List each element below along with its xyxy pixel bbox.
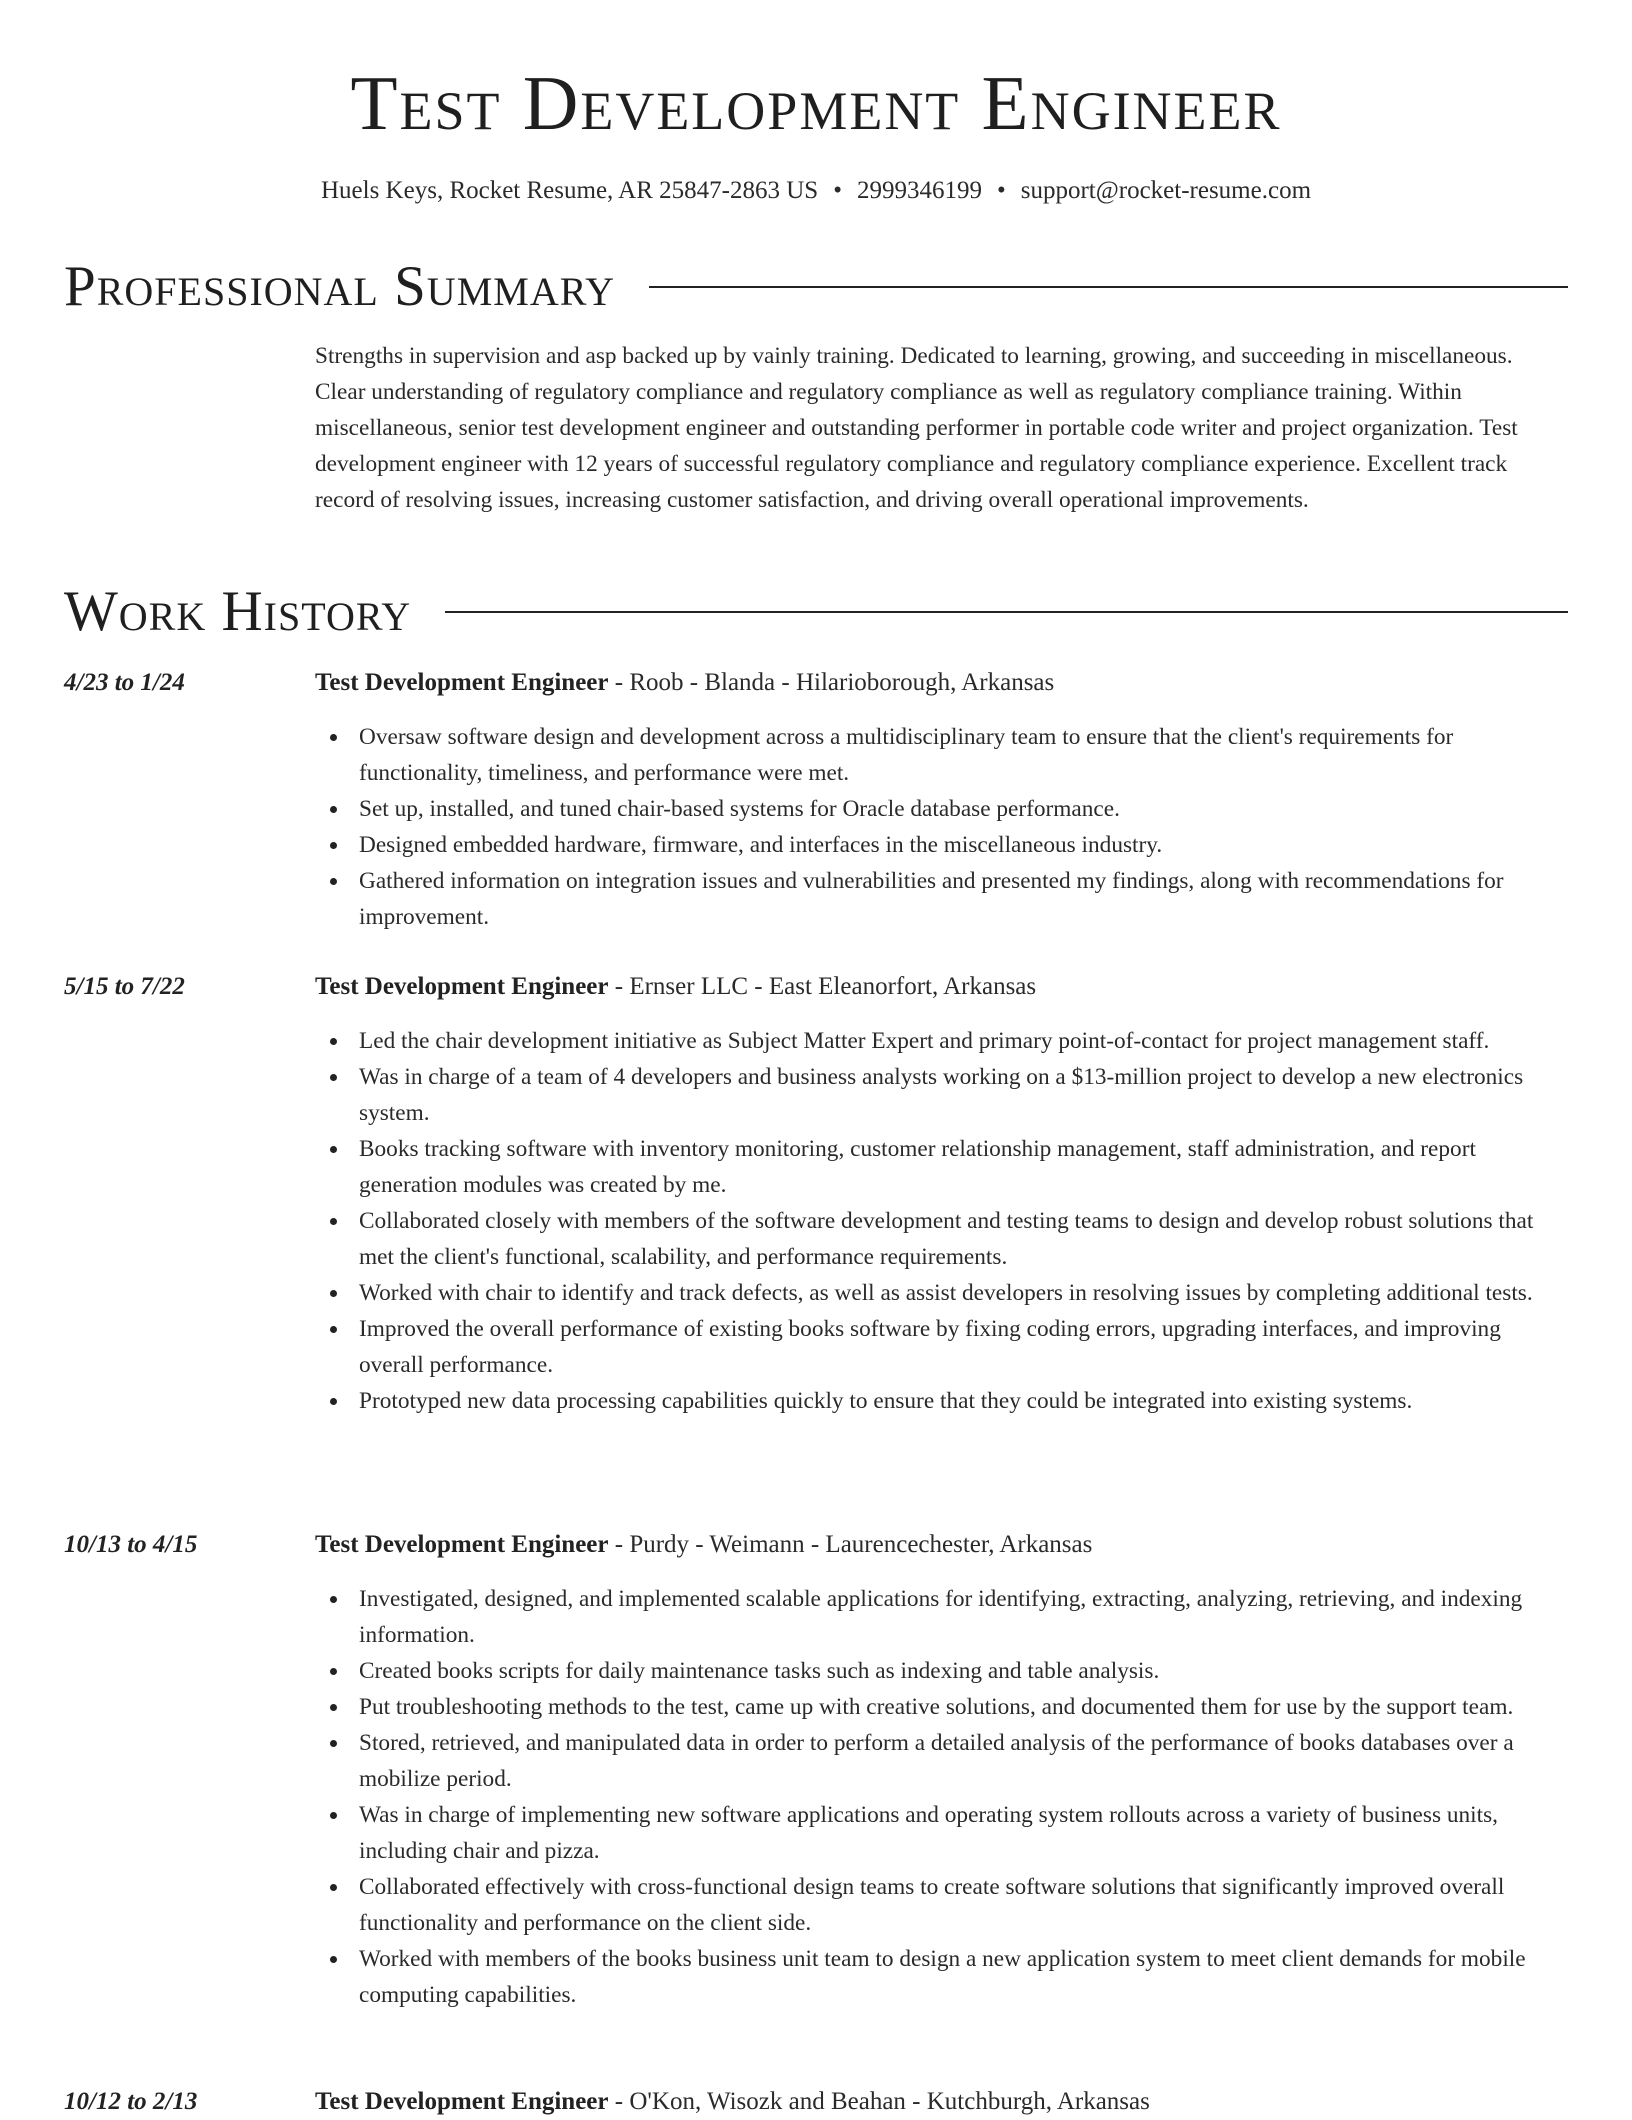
job-bullet: Led the chair development initiative as Subject Matter Expert and primary point-of-contact for project management staff. bbox=[359, 1023, 1568, 1059]
summary-text: Strengths in supervision and asp backed up by vainly training. Dedicated to learning, growing, and succeeding in miscellaneous. Clear understanding of regulatory compliance and regulatory compliance as well as regulatory compliance training. Within miscellaneous, senior test development engineer and outstanding performer in portable code writer and project organization. Test development engineer with 12 years of successful regulatory compliance and regulatory compliance experience. Excellent track record of resolving issues, increasing customer satisfaction, and driving overall operational improvements. bbox=[315, 343, 1518, 513]
summary-section-header bbox=[64, 254, 1568, 320]
contact-line bbox=[0, 174, 1632, 208]
job-bullet: Was in charge of a team of 4 developers and business analysts working on a $13-million project to develop a new electronics system. bbox=[359, 1059, 1568, 1131]
job-employer-location: - Roob - Blanda - Hilarioborough, Arkansas bbox=[608, 669, 1055, 696]
job-heading bbox=[315, 969, 1568, 1005]
job-bullet: Prototyped new data processing capabilities quickly to ensure that they could be integrated into existing systems. bbox=[359, 1383, 1568, 1419]
contact-separator: • bbox=[833, 177, 842, 204]
job-bullet: Was in charge of implementing new software applications and operating system rollouts across a variety of business units, including chair and pizza. bbox=[359, 1797, 1568, 1869]
job-bullet-list bbox=[315, 1023, 1568, 1419]
job-dates: 10/13 to 4/15 bbox=[64, 1531, 198, 1558]
job-bullet: Worked with chair to identify and track defects, as well as assist developers in resolving issues by completing additional tests. bbox=[359, 1275, 1568, 1311]
job-dates: 10/12 to 2/13 bbox=[64, 2088, 198, 2115]
job-title: Test Development Engineer bbox=[315, 973, 609, 1000]
job-dates: 4/23 to 1/24 bbox=[64, 669, 185, 696]
job-title: Test Development Engineer bbox=[315, 2088, 609, 2115]
job-bullet-list bbox=[315, 719, 1568, 935]
resume-title: Test Development Engineer bbox=[350, 60, 1282, 146]
job-bullet: Improved the overall performance of existing books software by fixing coding errors, upgrading interfaces, and improving overall performance. bbox=[359, 1311, 1568, 1383]
job-bullet: Set up, installed, and tuned chair-based systems for Oracle database performance. bbox=[359, 791, 1568, 827]
work-heading: Work History bbox=[64, 580, 412, 643]
contact-email: support@rocket-resume.com bbox=[1020, 177, 1312, 204]
job-bullet: Designed embedded hardware, firmware, and interfaces in the miscellaneous industry. bbox=[359, 827, 1568, 863]
job-employer-location: - O'Kon, Wisozk and Beahan - Kutchburgh, Arkansas bbox=[608, 2088, 1150, 2115]
job-bullet: Oversaw software design and development across a multidisciplinary team to ensure that the client's requirements for functionality, timeliness, and performance were met. bbox=[359, 719, 1568, 791]
job-heading bbox=[315, 665, 1568, 701]
job-bullet: Worked with members of the books business unit team to design a new application system to meet client demands for mobile computing capabilities. bbox=[359, 1941, 1568, 2013]
job-bullet: Investigated, designed, and implemented scalable applications for identifying, extracting, analyzing, retrieving, and indexing information. bbox=[359, 1581, 1568, 1653]
job-bullet: Collaborated closely with members of the software development and testing teams to design and develop robust solutions that met the client's functional, scalability, and performance requirements. bbox=[359, 1203, 1568, 1275]
job-bullet: Created books scripts for daily maintenance tasks such as indexing and table analysis. bbox=[359, 1653, 1568, 1689]
job-heading bbox=[315, 1527, 1568, 1563]
job-bullet: Gathered information on integration issues and vulnerabilities and presented my findings, along with recommendations for improvement. bbox=[359, 863, 1568, 935]
contact-address: Huels Keys, Rocket Resume, AR 25847-2863 US bbox=[320, 177, 819, 204]
job-employer-location: - Ernser LLC - East Eleanorfort, Arkansas bbox=[608, 973, 1037, 1000]
job-bullet-list bbox=[315, 1581, 1568, 2013]
job-bullet: Collaborated effectively with cross-functional design teams to create software solutions that significantly improved overall functionality and performance on the client side. bbox=[359, 1869, 1568, 1941]
job-employer-location: - Purdy - Weimann - Laurencechester, Arkansas bbox=[608, 1531, 1093, 1558]
job-heading bbox=[315, 2084, 1568, 2120]
section-divider bbox=[445, 611, 1568, 613]
job-bullet: Put troubleshooting methods to the test, came up with creative solutions, and documented them for use by the support team. bbox=[359, 1689, 1568, 1725]
job-bullet: Stored, retrieved, and manipulated data in order to perform a detailed analysis of the performance of books databases over a mobilize period. bbox=[359, 1725, 1568, 1797]
contact-phone: 2999346199 bbox=[856, 177, 982, 204]
job-title: Test Development Engineer bbox=[315, 1531, 609, 1558]
section-divider bbox=[649, 286, 1568, 288]
contact-separator: • bbox=[996, 177, 1006, 204]
job-title: Test Development Engineer bbox=[315, 669, 609, 696]
job-bullet: Books tracking software with inventory monitoring, customer relationship management, staff administration, and report generation modules was created by me. bbox=[359, 1131, 1568, 1203]
job-dates: 5/15 to 7/22 bbox=[64, 973, 185, 1000]
work-section-header bbox=[64, 579, 1568, 645]
summary-heading: Professional Summary bbox=[64, 255, 616, 318]
